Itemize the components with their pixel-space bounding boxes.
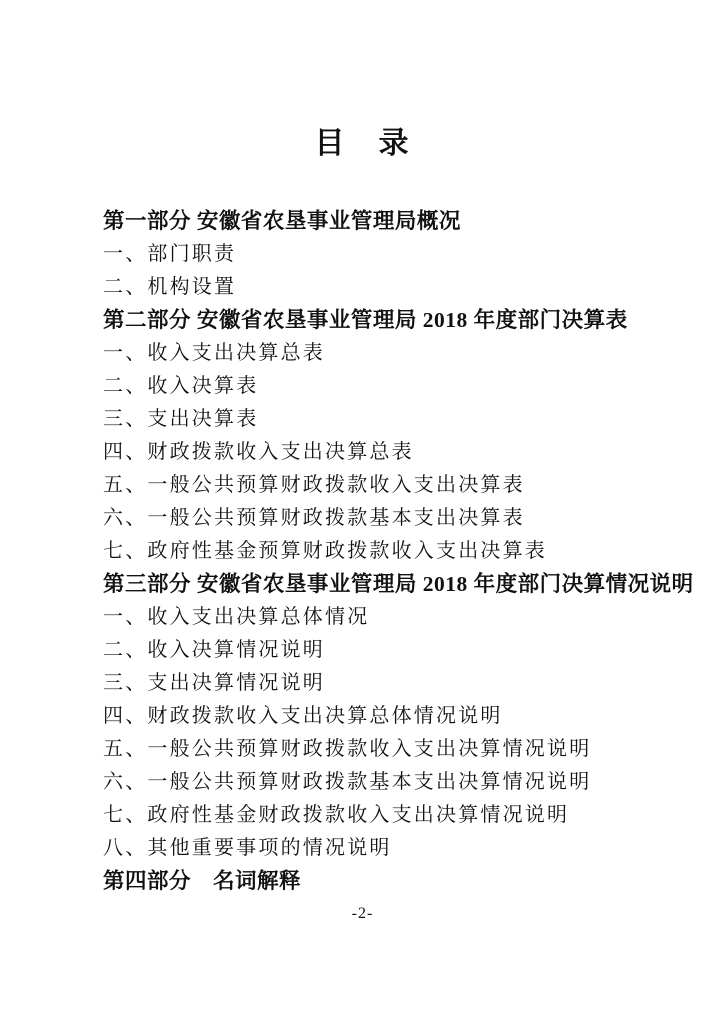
page-title: 目 录	[314, 127, 411, 160]
toc-item: 二、收入决算表	[103, 375, 259, 397]
toc-item: 五、一般公共预算财政拨款收入支出决算表	[103, 474, 525, 496]
toc-item: 七、政府性基金财政拨款收入支出决算情况说明	[103, 804, 570, 826]
page-number: -2-	[351, 905, 374, 922]
toc-item: 六、一般公共预算财政拨款基本支出决算表	[103, 507, 525, 529]
table-of-contents	[103, 205, 694, 898]
toc-item: 四、财政拨款收入支出决算总体情况说明	[103, 705, 503, 727]
toc-item: 六、一般公共预算财政拨款基本支出决算情况说明	[103, 771, 592, 793]
toc-item: 二、收入决算情况说明	[103, 639, 325, 661]
toc-heading: 第二部分 安徽省农垦事业管理局 2018 年度部门决算表	[103, 308, 628, 332]
toc-heading: 第四部分 名词解释	[103, 869, 302, 893]
toc-item: 二、机构设置	[103, 276, 237, 298]
toc-item: 一、收入支出决算总表	[103, 342, 325, 364]
toc-heading: 第三部分 安徽省农垦事业管理局 2018 年度部门决算情况说明	[103, 572, 694, 596]
toc-item: 七、政府性基金预算财政拨款收入支出决算表	[103, 540, 547, 562]
toc-heading: 第一部分 安徽省农垦事业管理局概况	[103, 209, 461, 233]
toc-item: 三、支出决算情况说明	[103, 672, 325, 694]
toc-item: 一、部门职责	[103, 243, 237, 265]
toc-item: 三、支出决算表	[103, 408, 259, 430]
toc-item: 一、收入支出决算总体情况	[103, 606, 370, 628]
toc-item: 四、财政拨款收入支出决算总表	[103, 441, 414, 463]
toc-item: 五、一般公共预算财政拨款收入支出决算情况说明	[103, 738, 592, 760]
toc-item: 八、其他重要事项的情况说明	[103, 837, 392, 859]
